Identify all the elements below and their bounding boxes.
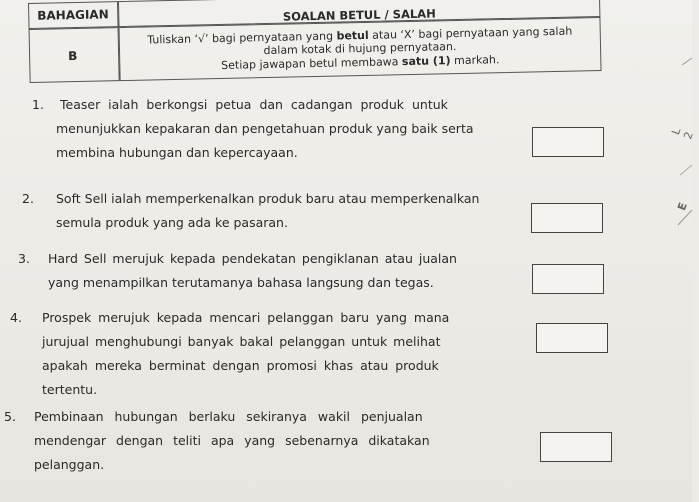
section-label: BAHAGIAN	[37, 7, 109, 23]
instruction-line-2: dalam kotak di hujung pernyataan.	[263, 40, 457, 58]
question-text-line: mendengar dengan teliti apa yang sebenarnya dikatakan	[34, 433, 430, 448]
question-1	[32, 93, 502, 165]
question-number: 4.	[10, 310, 22, 325]
question-number: 1.	[32, 97, 44, 112]
answer-box-2[interactable]	[531, 203, 603, 233]
instruction-line-3: Setiap jawapan betul membawa satu (1) markah.	[221, 53, 500, 72]
section-value-cell	[29, 27, 120, 83]
question-text-line: pelanggan.	[34, 457, 105, 472]
question-3	[18, 247, 498, 295]
question-text-line: jurujual menghubungi banyak bakal pelanggan untuk melihat	[42, 334, 441, 349]
section-title: SOALAN BETUL / SALAH	[282, 6, 436, 24]
question-number: 3.	[18, 251, 30, 266]
question-text-line: tertentu.	[42, 382, 98, 397]
section-value: B	[67, 48, 78, 64]
question-number: 2.	[22, 191, 34, 206]
margin-mark: E	[675, 200, 690, 213]
question-2	[22, 187, 492, 235]
question-text-line: membina hubungan dan kepercayaan.	[56, 145, 298, 160]
instruction-line-1: Tuliskan ‘√’ bagi pernyataan yang betul atau ‘X’ bagi pernyataan yang salah	[147, 24, 573, 47]
instruction-cell	[119, 17, 602, 81]
question-text-line: yang menampilkan terutamanya bahasa langsung dan tegas.	[48, 275, 434, 290]
page-edge-lines	[600, 40, 692, 300]
answer-box-1[interactable]	[532, 127, 604, 157]
answer-box-4[interactable]	[536, 323, 608, 353]
question-text-line: menunjukkan kepakaran dan pengetahuan produk yang baik serta	[56, 121, 474, 136]
question-text-line: Teaser ialah berkongsi petua dan cadangan produk untuk	[60, 97, 448, 112]
question-text-line: Prospek merujuk kepada mencari pelanggan baru yang mana	[42, 310, 450, 325]
question-number: 5.	[4, 409, 16, 424]
section-label-cell	[28, 1, 119, 29]
question-5	[4, 405, 494, 477]
question-text-line: Soft Sell ialah memperkenalkan produk baru atau memperkenalkan	[56, 191, 480, 206]
question-text-line: apakah mereka berminat dengan promosi khas atau produk	[42, 358, 439, 373]
answer-box-3[interactable]	[532, 264, 604, 294]
answer-box-5[interactable]	[540, 432, 612, 462]
question-text-line: Pembinaan hubungan berlaku sekiranya wakil penjualan	[34, 409, 423, 424]
margin-mark: L 2	[669, 126, 696, 141]
instruction-table	[28, 0, 602, 83]
question-4	[10, 306, 490, 402]
question-text-line: semula produk yang ada ke pasaran.	[56, 215, 288, 230]
question-text-line: Hard Sell merujuk kepada pendekatan pengiklanan atau jualan	[48, 251, 457, 266]
